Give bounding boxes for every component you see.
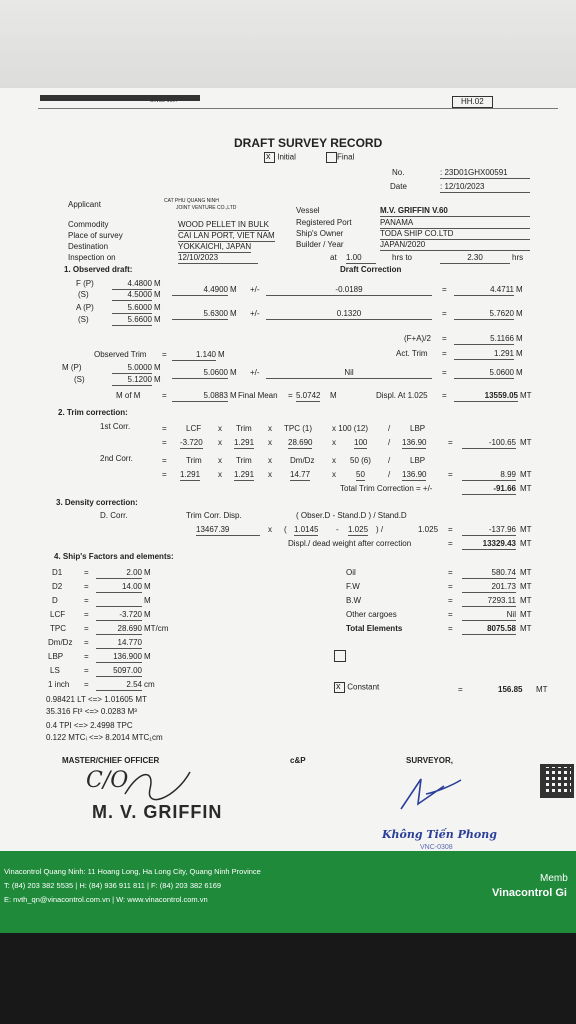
m-correction: Nil bbox=[266, 368, 432, 379]
at-value: 1.00 bbox=[346, 253, 376, 264]
m-unit: M bbox=[218, 350, 225, 359]
d1-label: D1 bbox=[52, 568, 63, 577]
a-correction: 0.1320 bbox=[266, 309, 432, 320]
m-unit: M bbox=[516, 349, 523, 358]
hrs-to-label: hrs to bbox=[392, 253, 413, 262]
ms-label: (S) bbox=[74, 375, 85, 384]
place-value: CAI LAN PORT, VIET NAM bbox=[178, 231, 275, 240]
ms-value: 5.1200 bbox=[112, 375, 152, 386]
x50-header: 50 (6) bbox=[350, 456, 371, 465]
applicant-label: Applicant bbox=[68, 200, 101, 209]
oil-value: 580.74 bbox=[462, 568, 516, 579]
lcf-header: LCF bbox=[186, 424, 202, 433]
plus-minus: +/- bbox=[250, 368, 260, 377]
master-signature: C/O bbox=[86, 768, 129, 793]
r1-100: 100 bbox=[354, 438, 368, 447]
master-name: M. V. GRIFFIN bbox=[92, 802, 223, 822]
qr-code bbox=[540, 764, 574, 798]
m-unit: M bbox=[144, 652, 151, 661]
destination-value: YOKKAICHI, JAPAN bbox=[178, 242, 252, 251]
after-correction-label: Displ./ dead weight after correction bbox=[288, 539, 412, 548]
lbp-header: LBP bbox=[410, 424, 426, 433]
trim-corr-value: 13467.39 bbox=[196, 525, 260, 536]
r1-lcf: -3.720 bbox=[180, 438, 203, 447]
mofm-value: 5.0883 bbox=[172, 391, 228, 402]
background-top bbox=[0, 0, 576, 90]
m-unit: M bbox=[154, 315, 161, 324]
tpc-header: TPC (1) bbox=[284, 424, 312, 433]
m-unit: M bbox=[230, 285, 237, 294]
conversion-lt-mt: 0.98421 LT <=> 1.01605 MT bbox=[46, 695, 147, 704]
m-unit: M bbox=[516, 285, 523, 294]
hrs-label: hrs bbox=[512, 253, 524, 262]
total-elements-value: 8075.58 bbox=[462, 624, 516, 635]
m-unit: M bbox=[330, 391, 337, 400]
f-mean: 4.4900 bbox=[172, 285, 228, 296]
m-unit: M bbox=[144, 568, 151, 577]
applicant-value-2: JOINT VENTURE CO.,LTD bbox=[176, 205, 237, 211]
master-label: MASTER/CHIEF OFFICER bbox=[62, 756, 160, 765]
factors-heading: 4. Ship's Factors and elements: bbox=[54, 552, 174, 561]
f-correction: -0.0189 bbox=[266, 285, 432, 296]
initial-option: x Initial bbox=[264, 152, 296, 163]
mt-unit: MT bbox=[520, 484, 532, 493]
form-code: HH.02 bbox=[452, 96, 493, 108]
d-value bbox=[96, 596, 142, 607]
mt-unit: MT bbox=[520, 610, 532, 619]
surveyor-stamp: VNC-0308 bbox=[420, 844, 453, 851]
initial-checkbox[interactable] bbox=[264, 152, 275, 163]
d2-value: 14.00 bbox=[96, 582, 142, 593]
standard-density-2: 1.025 bbox=[418, 525, 439, 534]
surveyor-signature-mark bbox=[396, 774, 466, 814]
a-result: 5.7620 bbox=[454, 309, 514, 320]
m-unit: M bbox=[144, 582, 151, 591]
mt-unit: MT bbox=[520, 568, 532, 577]
inch-value: 2.54 bbox=[96, 680, 142, 691]
second-corr-label: 2nd Corr. bbox=[100, 454, 133, 463]
vessel-value: M.V. GRIFFIN V.60 bbox=[380, 206, 530, 217]
total-trim-value: -91.66 bbox=[462, 484, 516, 495]
dmdz-value: 14.770 bbox=[96, 638, 142, 649]
ap-label: A (P) bbox=[76, 303, 94, 312]
equals-sign: = bbox=[458, 685, 463, 694]
d-label: D bbox=[52, 596, 58, 605]
cm-unit: cm bbox=[144, 680, 155, 689]
mp-value: 5.0000 bbox=[112, 363, 152, 374]
tpc-value: 28.690 bbox=[96, 624, 142, 635]
conversion-ft-m3: 35.316 Ft³ <=> 0.0283 M³ bbox=[46, 707, 137, 716]
act-trim-value: 1.291 bbox=[454, 349, 514, 360]
trim-header: Trim bbox=[236, 424, 252, 433]
header-rule bbox=[38, 108, 558, 109]
correction-heading: Draft Correction bbox=[340, 265, 402, 274]
footer-email: E: nvth_qn@vinacontrol.com.vn | W: www.vinacontrol.com.vn bbox=[4, 895, 208, 904]
mt-unit: MT bbox=[520, 525, 532, 534]
no-label: No. bbox=[392, 168, 405, 177]
no-value: : 23D01GHX00591 bbox=[440, 168, 530, 179]
bw-value: 7293.11 bbox=[462, 596, 516, 607]
dmdz-header: Dm/Dz bbox=[290, 456, 315, 465]
final-checkbox[interactable] bbox=[326, 152, 337, 163]
ls-label: LS bbox=[50, 666, 60, 675]
hrs-to-value: 2.30 bbox=[440, 253, 510, 264]
act-trim-label: Act. Trim bbox=[396, 349, 428, 358]
m-unit: M bbox=[516, 334, 523, 343]
d1-value: 2.00 bbox=[96, 568, 142, 579]
surveyor-label: SURVEYOR, bbox=[406, 756, 453, 765]
x100-header: x 100 (12) bbox=[332, 424, 369, 433]
mt-unit: MT bbox=[520, 539, 532, 548]
m-unit: M bbox=[516, 309, 523, 318]
final-mean-value: 5.0742 bbox=[296, 391, 321, 400]
surveyor-name: Không Tiến Phong bbox=[382, 828, 497, 841]
inspection-label: Inspection on bbox=[68, 253, 116, 262]
r2-dmdz: 14.77 bbox=[290, 470, 311, 479]
constant-option bbox=[334, 682, 379, 693]
place-label: Place of survey bbox=[68, 231, 123, 240]
fs-label: (S) bbox=[78, 290, 89, 299]
at-label: at bbox=[330, 253, 337, 262]
r2-lbp: 136.90 bbox=[402, 470, 427, 479]
commodity-label: Commodity bbox=[68, 220, 109, 229]
table-surface bbox=[0, 933, 576, 1024]
footer-address: Vinacontrol Quang Ninh: 11 Hoang Long, Ha Long City, Quang Ninh Province bbox=[4, 867, 261, 876]
date-value: : 12/10/2023 bbox=[440, 182, 530, 193]
builder-label: Builder / Year bbox=[296, 240, 344, 249]
tpc-unit: MT/cm bbox=[144, 624, 169, 633]
m-mean: 5.0600 bbox=[172, 368, 228, 379]
displacement-value: 13559.05 bbox=[454, 391, 518, 402]
cp-label: c&P bbox=[290, 756, 306, 765]
r2-result: 8.99 bbox=[462, 470, 516, 481]
fp-label: F (P) bbox=[76, 279, 94, 288]
date-label: Date bbox=[390, 182, 407, 191]
r1-lbp: 136.90 bbox=[402, 438, 427, 447]
as-value: 5.6600 bbox=[112, 315, 152, 326]
vessel-label: Vessel bbox=[296, 206, 320, 215]
fa2-label: (F+A)/2 bbox=[404, 334, 431, 343]
m-unit: M bbox=[154, 363, 161, 372]
observed-heading: 1. Observed draft: bbox=[64, 265, 133, 274]
constant-label: Constant bbox=[347, 682, 380, 692]
lcf-value: -3.720 bbox=[96, 610, 142, 621]
m-unit: M bbox=[154, 279, 161, 288]
final-mean-label: Final Mean bbox=[238, 391, 278, 400]
total-trim-label: Total Trim Correction = +/- bbox=[340, 484, 433, 493]
constant-value: 156.85 bbox=[498, 685, 523, 694]
after-correction-value: 13329.43 bbox=[462, 539, 516, 550]
oil-label: Oil bbox=[346, 568, 356, 577]
observed-density: 1.0145 bbox=[294, 525, 319, 534]
other-cargoes-value: Nil bbox=[462, 610, 516, 621]
mofm-label: M of M bbox=[116, 391, 141, 400]
m-unit: M bbox=[230, 368, 237, 377]
footer-brand: Vinacontrol Gi bbox=[492, 887, 567, 899]
m-unit: M bbox=[154, 303, 161, 312]
survey-document: SINCE 1997 HH.02 DRAFT SURVEY RECORD x Initial Final No. : 23D01GHX00591 Date : 12/10/2023 Applicant CAT PHU QUANG NINH JOINT VENTURE CO.,LTD Commodity WOOD PELLET IN BULK Place of survey CAI LAN PORT, VIET NAM Destination YOKKAICHI, JAPAN Inspection on 12/10/2023 Vessel M.V. GRIFFIN V.60 Registered Port PANAMA Ship's Owner TODA SHIP CO.LTD Builder / Year JAPAN/2020 at 1.00 hrs to 2.30 hrs 1. Observed draft: Draft Correction F (P) (S) A (P) (S) 4.4800 4.5000 5.6000 5.6600 M M M M 4.4900 5.6300 M M +/- +/- -0.0189 0.1320 = = 4.4711 5.7620 M M (F+A)/2 = 5.1166 M Act. Trim = 1.291 M Observed Trim = 1.140 M M (P) (S) 5.0000 5.1200 M M 5.0600 M +/- Nil = 5.0600 M M of M = 5.0883 M Final Mean = 5.0742 M Displ. At 1.025 = 13559.05 MT 2. Trim correction: 1st Corr. = LCF x Trim x TPC (1) x 100 (12) / LBP = -3.720 x 1.291 x 28.690 x 100 / 136.90 = -100.65 MT 2nd Corr. = Trim x Trim x Dm/Dz x 50 (6) / LBP = 1.291 x 1.291 x 14.77 x 50 / 136.90 = 8.99 MT Total Trim Correction = +/- -91.66 MT 3. Density correction: D. Corr. Trim Corr. Disp. ( Obser.D - Stand.D ) / Stand.D 13467.39 x ( 1.0145 - 1.025 ) / 1.025 = -137.96 MT Displ./ dead weight after correction = 13329.43 MT 4. Ship's Factors and elements: D1 = 2.00 M D2 = 14.00 M D = M LCF = -3.720 M TPC = 28.690 MT/cm Dm/Dz = 14.770 LBP = 136.900 M LS = 5097.00 1 inch = 2.54 cm 0.98421 LT <=> 1.01605 MT 35.316 Ft³ <=> 0.0283 M³ 0.4 TPI <=> 2.4998 TPC 0.122 MTCᵢ <=> 8.2014 MTC₁cm Oil F.W B.W Other cargoes Total Elements = = = = = 580.74 201.73 7293.11 Nil 8075.58 MT MT MT MT MT x Constant = 156.85 MT MASTER/CHIEF OFFICER c&P SURVEYOR, C/O M. V. GRIFFIN Không Tiến Phong VNC-0308 bbox=[0, 88, 576, 933]
fa2-value: 5.1166 bbox=[454, 334, 514, 345]
trim-header: Trim bbox=[236, 456, 252, 465]
fs-value: 4.5000 bbox=[112, 290, 152, 301]
r1-result: -100.65 bbox=[462, 438, 516, 449]
lbp-header: LBP bbox=[410, 456, 426, 465]
ap-value: 5.6000 bbox=[112, 303, 152, 314]
destination-label: Destination bbox=[68, 242, 109, 251]
mt-unit: MT bbox=[520, 582, 532, 591]
as-label: (S) bbox=[78, 315, 89, 324]
m-result: 5.0600 bbox=[454, 368, 514, 379]
f-result: 4.4711 bbox=[454, 285, 514, 296]
tpc-label: TPC bbox=[50, 624, 66, 633]
mt-unit: MT bbox=[520, 470, 532, 479]
owner-value: TODA SHIP CO.LTD bbox=[380, 229, 530, 240]
footer-phone: T: (84) 203 382 5535 | H: (84) 936 911 811 | F: (84) 203 382 6169 bbox=[4, 881, 222, 890]
mt-unit: MT bbox=[520, 624, 532, 633]
m-unit: M bbox=[144, 596, 151, 605]
first-corr-label: 1st Corr. bbox=[100, 422, 131, 431]
m-unit: M bbox=[230, 309, 237, 318]
total-elements-label: Total Elements bbox=[346, 624, 403, 633]
lbp-value: 136.900 bbox=[96, 652, 142, 663]
other-cargoes-label: Other cargoes bbox=[346, 610, 397, 619]
plus-minus: +/- bbox=[250, 309, 260, 318]
trim-header: Trim bbox=[186, 456, 202, 465]
port-label: Registered Port bbox=[296, 218, 352, 227]
builder-value: JAPAN/2020 bbox=[380, 240, 530, 251]
m-unit: M bbox=[154, 375, 161, 384]
footer-bar bbox=[0, 851, 576, 933]
master-signature-mark bbox=[120, 764, 200, 804]
owner-label: Ship's Owner bbox=[296, 229, 344, 238]
empty-checkbox[interactable] bbox=[334, 650, 346, 662]
m-unit: M bbox=[230, 391, 237, 400]
mp-label: M (P) bbox=[62, 363, 82, 372]
dmdz-label: Dm/Dz bbox=[48, 638, 73, 647]
fw-label: F.W bbox=[346, 582, 360, 591]
density-result: -137.96 bbox=[462, 525, 516, 536]
density-formula-label: ( Obser.D - Stand.D ) / Stand.D bbox=[296, 511, 407, 520]
standard-density: 1.025 bbox=[348, 525, 369, 534]
mt-unit: MT bbox=[520, 438, 532, 447]
plus-minus: +/- bbox=[250, 285, 260, 294]
conversion-tpi-tpc: 0.4 TPI <=> 2.4998 TPC bbox=[46, 721, 133, 730]
conversion-mtc: 0.122 MTCᵢ <=> 8.2014 MTC₁cm bbox=[46, 733, 163, 742]
footer-member: Memb bbox=[540, 873, 568, 884]
dcorr-label: D. Corr. bbox=[100, 511, 128, 520]
displacement-label: Displ. At 1.025 bbox=[376, 391, 428, 400]
ls-value: 5097.00 bbox=[96, 666, 142, 677]
mt-unit: MT bbox=[520, 596, 532, 605]
bw-label: B.W bbox=[346, 596, 362, 605]
observed-trim-label: Observed Trim bbox=[94, 350, 147, 359]
inspection-value: 12/10/2023 bbox=[178, 253, 258, 264]
final-option: Final bbox=[326, 152, 354, 163]
lbp-label: LBP bbox=[48, 652, 64, 661]
trim-heading: 2. Trim correction: bbox=[58, 408, 128, 417]
m-unit: M bbox=[154, 290, 161, 299]
mt-unit: MT bbox=[520, 391, 532, 400]
m-unit: M bbox=[144, 610, 151, 619]
r2-trim2: 1.291 bbox=[234, 470, 255, 479]
m-unit: M bbox=[516, 368, 523, 377]
port-value: PANAMA bbox=[380, 218, 530, 229]
inch-label: 1 inch bbox=[48, 680, 70, 689]
commodity-value: WOOD PELLET IN BULK bbox=[178, 220, 269, 229]
r1-tpc: 28.690 bbox=[288, 438, 313, 447]
r1-trim: 1.291 bbox=[234, 438, 255, 447]
lcf-label: LCF bbox=[50, 610, 66, 619]
since-label: SINCE 1997 bbox=[150, 98, 178, 104]
fp-value: 4.4800 bbox=[112, 279, 152, 290]
trim-corr-label: Trim Corr. Disp. bbox=[186, 511, 242, 520]
page-title: DRAFT SURVEY RECORD bbox=[234, 136, 383, 150]
d2-label: D2 bbox=[52, 582, 63, 591]
fw-value: 201.73 bbox=[462, 582, 516, 593]
observed-trim-value: 1.140 bbox=[172, 350, 216, 361]
mt-unit: MT bbox=[536, 685, 548, 694]
constant-checkbox[interactable] bbox=[334, 682, 345, 693]
r2-trim1: 1.291 bbox=[180, 470, 201, 479]
density-heading: 3. Density correction: bbox=[56, 498, 138, 507]
r2-50: 50 bbox=[356, 470, 365, 479]
a-mean: 5.6300 bbox=[172, 309, 228, 320]
applicant-value: CAT PHU QUANG NINH bbox=[164, 198, 219, 204]
